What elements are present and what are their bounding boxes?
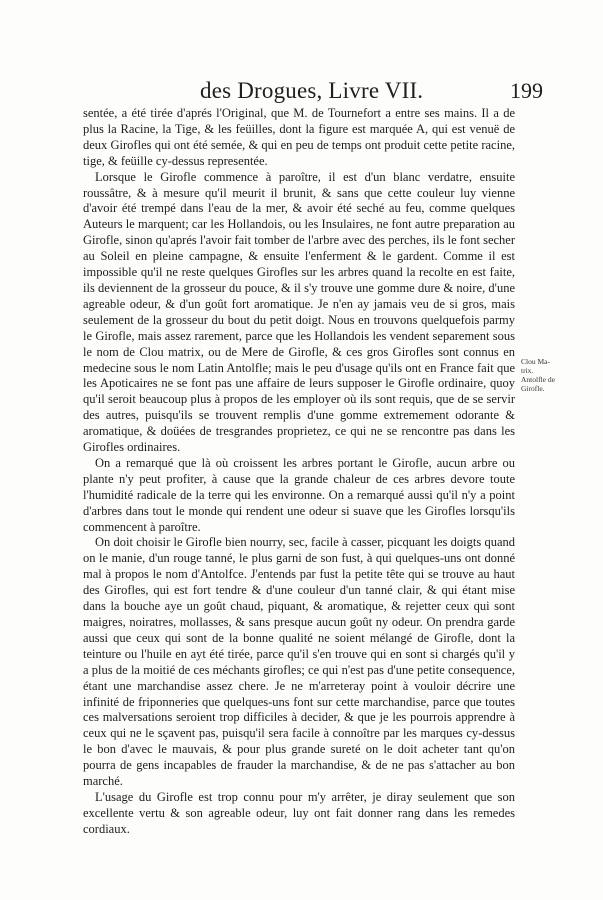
running-title: des Drogues, Livre VII. [200,78,424,103]
marginal-note-line: Girofle. [521,384,545,393]
paragraph-4: On doit choisir le Girofle bien nourry, sec, facile à casser, picquant les doigts quand on le manie, d'un rouge tanné, le plus garni de son fust, à qui quelques-uns ont donné mal à propos le nom d'Antolfce. J'entends par fust la petite tête qui se trouve au haut des Girofles, qui est fort tendre & d'une couleur d'un tanné clair, & qui étant mise dans la bouche aye un goût chaud, piquant, & aromatique, & rejetter ceux qui sont maigres, noiratres, mollasses, & sans presque aucun goût ny odeur. On prendra garde aussi que ceux qui sont de la bonne qualité ne soient mélangé de Girofle, dont la teinture ou l'huile en ayt été tirée, parce qu'il s'en trouve qui en sont si chargés qu'il y a plus de la moitié de ces méchants girofles; ce qui n'est pas d'une petite consequence, étant une marchandise assez chere. Je ne m'arreteray point à vouloir décrire une infinité de friponneries que quelques-uns font sur cette marchandise, parce que toutes ces malversations seroient trop difficiles à decider, & que je les pourrois apprendre à ceux qui ne le sçavent pas, puisqu'il sera facile à connoître par les marques cy-dessus le bon d'avec le mauvais, & pour plus grande sureté on le doit acheter tant qu'on pourra de gens incapables de frauder la marchandise, & de ne pas s'attacher au bon marché. [83,535,515,789]
marginal-note-line: Clou Ma- [521,357,550,366]
marginal-note-line: trix. [521,366,534,375]
body-text [83,106,515,838]
paragraph-5: L'usage du Girofle est trop connu pour m'y arrêter, je diray seulement que son excellente vertu & son agreable odeur, luy ont fait donner rang dans les remedes cordiaux. [83,789,515,836]
marginal-note-line: Antolfle de [521,375,555,384]
marginal-note [521,357,581,393]
paragraph-1: sentée, a été tirée d'aprés l'Original, que M. de Tournefort a entre ses mains. Il a de plus la Racine, la Tige, & les feüilles, dont la figure est marquée A, qui est venuë de deux Girofles qui ont été semée, & qui en peu de temps ont produit cette petite racine, tige, & feüille cy-dessus representée. [83,106,515,168]
page-number: 199 [510,78,543,103]
page-header [0,78,603,108]
paragraph-3: On a remarqué que là où croissent les arbres portant le Girofle, aucun arbre ou plante n'y peut profiter, à cause que la grande chaleur de ces arbres devore toute l'humidité radicale de la terre qui les environne. On a remarqué aussi qu'il n'y a point d'arbres dans tout le monde qui rendent une odeur si suave que les Girofles lorsqu'ils commencent à paroître. [83,455,515,534]
paragraph-2: Lorsque le Girofle commence à paroître, il est d'un blanc verdatre, ensuite roussâtre, & à mesure qu'il meurit il brunit, & sans que cette couleur luy vienne d'avoir été trempé dans l'eau de la mer, & avoir été seché au feu, comme quelques Auteurs le marquent; car les Hollandois, ou les Insulaires, ne font autre preparation au Girofle, sinon qu'aprés l'avoir fait tomber de l'arbre avec des perches, ils le font secher au Soleil en pleine campagne, & ensuite l'enferment & le gardent. Comme il est impossible qu'il ne reste quelques Girofles sur les arbres quand la recolte en est faite, ils deviennent de la grosseur du pouce, & il s'y trouve une gomme dure & noire, d'une agreable odeur, & d'un goût fort aromatique. Je n'en ay jamais veu de si gros, mais seulement de la grosseur du bout du petit doigt. Nous en trouvons quelquefois parmy le Girofle, mais assez rarement, parce que les Hollandois les vendent separement sous le nom de Clou matrix, ou de Mere de Girofle, & ces gros Girofles sont connus en medecine sous le nom Latin Antolfle; mais le peu d'usage qu'ils ont en France fait que les Apoticaires ne se font pas une affaire de leurs supposer le Girofle ordinaire, quoy qu'il seroit beaucoup plus à propos de les employer où ils sont requis, que de se servir des autres, puisqu'ils se trouvent remplis d'une gomme extremement odorante & aromatique, & doüées de tresgrandes proprietez, ce qui ne se rencontre pas dans les Girofles ordinaires. [83,169,515,455]
